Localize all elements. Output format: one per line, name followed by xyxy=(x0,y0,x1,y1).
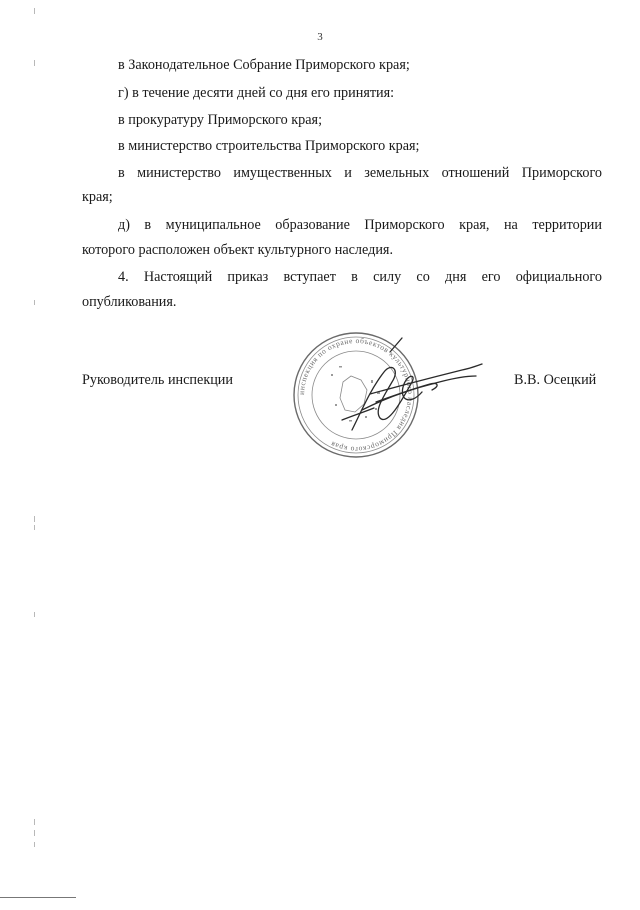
text-line-property-ministry-cont: края; xyxy=(82,189,113,205)
text-line-legislative-assembly: в Законодательное Собрание Приморского края; xyxy=(118,57,410,73)
left-margin-marks xyxy=(34,0,36,905)
page-number: 3 xyxy=(317,31,323,43)
bottom-edge-rule xyxy=(0,897,76,898)
text-line-effective: 4. Настоящий приказ вступает в силу со дня его официального xyxy=(118,269,602,285)
text-line-effective-cont: опубликования. xyxy=(82,294,177,310)
text-line-municipality-cont: которого расположен объект культурного наследия. xyxy=(82,242,394,258)
svg-text:инспекция по охране объектов к: инспекция по охране объектов культурного наследия Приморского края xyxy=(296,335,416,455)
text-line-ten-days: г) в течение десяти дней со дня его принятия: xyxy=(118,85,395,101)
handwritten-signature xyxy=(312,330,492,440)
signatory-name: В.В. Осецкий xyxy=(514,372,597,388)
text-line-property-ministry: в министерство имущественных и земельных отношений Приморского xyxy=(118,165,602,181)
signatory-position: Руководитель инспекции xyxy=(82,372,233,388)
text-line-prosecutor: в прокуратуру Приморского края; xyxy=(118,112,323,128)
text-line-construction-ministry: в министерство строительства Приморского края; xyxy=(118,138,420,154)
text-line-municipality: д) в муниципальное образование Приморского края, на территории xyxy=(118,217,602,233)
